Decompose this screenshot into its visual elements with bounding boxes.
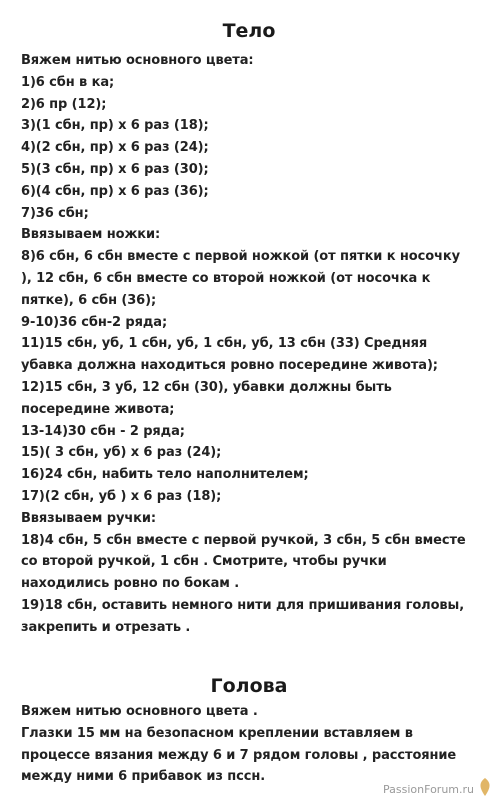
instruction-line: 13-14)30 сбн - 2 ряда; <box>21 423 185 439</box>
instruction-line: 16)24 сбн, набить тело наполнителем; <box>21 467 309 483</box>
instruction-line: Глазки 15 мм на безопасном креплении вставляем в <box>21 725 413 741</box>
instruction-line: посередине живота; <box>21 401 175 417</box>
instruction-line: 17)(2 сбн, уб ) х 6 раз (18); <box>21 489 222 504</box>
instruction-line: между ними 6 прибавок из пссн. <box>21 769 266 785</box>
instruction-line: Вяжем нитью основного цвета . <box>21 704 258 719</box>
instruction-line: ), 12 сбн, 6 сбн вместе со второй ножкой (от носочка к <box>21 271 431 286</box>
instruction-line: 7)36 сбн; <box>21 205 89 221</box>
instruction-line: Вяжем нитью основного цвета: <box>21 53 254 68</box>
instruction-line: 11)15 сбн, уб, 1 сбн, уб, 1 сбн, уб, 13 сбн (33) Средняя <box>21 336 428 352</box>
instruction-line: 5)(3 сбн, пр) х 6 раз (30); <box>21 162 209 177</box>
section-title-body: Тело <box>222 20 276 42</box>
instruction-line: находились ровно по бокам . <box>21 576 240 592</box>
instruction-line: 8)6 сбн, 6 сбн вместе с первой ножкой (от пятки к носочку <box>21 249 460 265</box>
instruction-line: закрепить и отрезать . <box>21 619 191 635</box>
instruction-line: 4)(2 сбн, пр) х 6 раз (24); <box>21 140 209 156</box>
instruction-line: процессе вязания между 6 и 7 рядом головы , расстояние <box>21 747 457 763</box>
instruction-line: 18)4 сбн, 5 сбн вместе с первой ручкой, 3 сбн, 5 сбн вместе <box>21 532 466 548</box>
instruction-line: пятке), 6 сбн (36); <box>21 292 157 308</box>
instruction-line: 3)(1 сбн, пр) х 6 раз (18); <box>21 118 209 134</box>
instruction-line: 9-10)36 сбн-2 ряда; <box>21 314 168 330</box>
instruction-line: убавка должна находиться ровно посередине живота); <box>21 358 438 374</box>
instruction-line: 12)15 сбн, 3 уб, 12 сбн (30), убавки должны быть <box>21 380 392 395</box>
instruction-line: со второй ручкой, 1 сбн . Смотрите, чтобы ручки <box>21 554 387 570</box>
instruction-line: 2)6 пр (12); <box>21 96 107 112</box>
section-title-head: Голова <box>210 675 288 697</box>
instruction-line: Ввязываем ручки: <box>21 510 156 526</box>
watermark-logo-icon <box>476 776 494 798</box>
instruction-line: 15)( 3 сбн, уб) х 6 раз (24); <box>21 445 222 461</box>
instruction-line: Ввязываем ножки: <box>21 227 161 243</box>
instruction-line: 6)(4 сбн, пр) х 6 раз (36); <box>21 183 209 199</box>
instruction-line: 19)18 сбн, оставить немного нити для пришивания головы, <box>21 598 465 613</box>
watermark-text: PassionForum.ru <box>383 783 474 796</box>
instruction-line: 1)6 сбн в ка; <box>21 74 115 90</box>
